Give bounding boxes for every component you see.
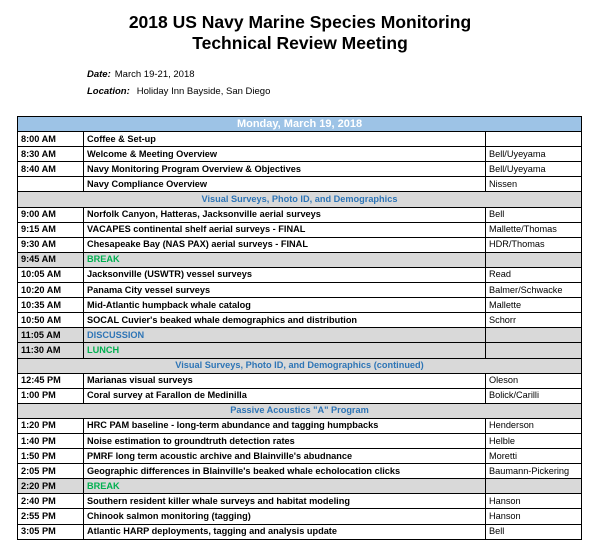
presenter-cell: Bell/Uyeyama <box>485 162 581 177</box>
session-title: Atlantic HARP deployments, tagging and analysis update <box>84 524 486 539</box>
time-cell: 12:45 PM <box>18 373 84 388</box>
time-cell: 1:20 PM <box>18 418 84 433</box>
presenter-cell: Schorr <box>485 313 581 328</box>
agenda-row <box>18 177 582 192</box>
time-cell: 1:50 PM <box>18 449 84 464</box>
session-title: HRC PAM baseline - long-term abundance and tagging humpbacks <box>84 418 486 433</box>
agenda-row <box>18 267 582 282</box>
time-cell: 9:45 AM <box>18 252 84 267</box>
break-label: DISCUSSION <box>84 328 486 343</box>
session-title: Jacksonville (USWTR) vessel surveys <box>84 267 486 282</box>
break-row <box>18 343 582 358</box>
presenter-cell <box>485 328 581 343</box>
agenda-row <box>18 298 582 313</box>
agenda-table <box>17 116 582 540</box>
time-cell: 9:30 AM <box>18 237 84 252</box>
presenter-cell: Henderson <box>485 418 581 433</box>
session-title: Southern resident killer whale surveys and habitat modeling <box>84 494 486 509</box>
time-cell: 8:40 AM <box>18 162 84 177</box>
session-title: VACAPES continental shelf aerial surveys - FINAL <box>84 222 486 237</box>
session-title: Mid-Atlantic humpback whale catalog <box>84 298 486 313</box>
break-row <box>18 479 582 494</box>
section-title: Passive Acoustics "A" Program <box>18 403 582 418</box>
time-cell: 11:30 AM <box>18 343 84 358</box>
session-title: Welcome & Meeting Overview <box>84 147 486 162</box>
presenter-cell: Read <box>485 267 581 282</box>
presenter-cell <box>485 479 581 494</box>
agenda-row <box>18 373 582 388</box>
session-title: Coral survey at Farallon de Medinilla <box>84 388 486 403</box>
presenter-cell <box>485 132 581 147</box>
session-title: Chinook salmon monitoring (tagging) <box>84 509 486 524</box>
agenda-row <box>18 222 582 237</box>
agenda-row <box>18 207 582 222</box>
session-title: Panama City vessel surveys <box>84 283 486 298</box>
agenda-row <box>18 132 582 147</box>
session-title: Geographic differences in Blainville's beaked whale echolocation clicks <box>84 464 486 479</box>
day-header: Monday, March 19, 2018 <box>18 117 582 132</box>
presenter-cell: Bell <box>485 524 581 539</box>
presenter-cell: HDR/Thomas <box>485 237 581 252</box>
time-cell: 10:50 AM <box>18 313 84 328</box>
presenter-cell: Balmer/Schwacke <box>485 283 581 298</box>
presenter-cell: Moretti <box>485 449 581 464</box>
date-line <box>87 69 195 80</box>
session-title: PMRF long term acoustic archive and Blainville's abudnance <box>84 449 486 464</box>
time-cell: 11:05 AM <box>18 328 84 343</box>
agenda-row <box>18 418 582 433</box>
agenda-row <box>18 433 582 448</box>
presenter-cell: Bell <box>485 207 581 222</box>
agenda-row <box>18 449 582 464</box>
time-cell: 10:35 AM <box>18 298 84 313</box>
agenda-row <box>18 283 582 298</box>
presenter-cell: Oleson <box>485 373 581 388</box>
break-label: BREAK <box>84 479 486 494</box>
presenter-cell: Hanson <box>485 494 581 509</box>
session-title: Marianas visual surveys <box>84 373 486 388</box>
agenda-row <box>18 509 582 524</box>
time-cell: 2:05 PM <box>18 464 84 479</box>
date-label: Date: <box>87 69 111 80</box>
session-title: Noise estimation to groundtruth detection rates <box>84 433 486 448</box>
time-cell: 3:05 PM <box>18 524 84 539</box>
break-row <box>18 252 582 267</box>
section-title: Visual Surveys, Photo ID, and Demographics (continued) <box>18 358 582 373</box>
session-title: Chesapeake Bay (NAS PAX) aerial surveys - FINAL <box>84 237 486 252</box>
time-cell: 9:00 AM <box>18 207 84 222</box>
session-title: SOCAL Cuvier's beaked whale demographics and distribution <box>84 313 486 328</box>
time-cell: 9:15 AM <box>18 222 84 237</box>
time-cell: 10:05 AM <box>18 267 84 282</box>
presenter-cell <box>485 343 581 358</box>
date-value: March 19-21, 2018 <box>114 69 195 80</box>
section-header-row <box>18 358 582 373</box>
agenda-row <box>18 237 582 252</box>
time-cell: 2:40 PM <box>18 494 84 509</box>
section-header-row <box>18 192 582 207</box>
agenda-row <box>18 162 582 177</box>
section-title: Visual Surveys, Photo ID, and Demographics <box>18 192 582 207</box>
time-cell: 1:40 PM <box>18 433 84 448</box>
time-cell: 1:00 PM <box>18 388 84 403</box>
session-title: Navy Compliance Overview <box>84 177 486 192</box>
time-cell: 8:30 AM <box>18 147 84 162</box>
presenter-cell: Helble <box>485 433 581 448</box>
session-title: Norfolk Canyon, Hatteras, Jacksonville aerial surveys <box>84 207 486 222</box>
presenter-cell <box>485 252 581 267</box>
section-header-row <box>18 403 582 418</box>
agenda-row <box>18 388 582 403</box>
document-title-line1: 2018 US Navy Marine Species Monitoring <box>128 12 472 32</box>
presenter-cell: Baumann-Pickering <box>485 464 581 479</box>
time-cell: 10:20 AM <box>18 283 84 298</box>
time-cell: 2:20 PM <box>18 479 84 494</box>
document-title-line2: Technical Review Meeting <box>192 33 408 53</box>
location-label: Location: <box>87 86 130 97</box>
agenda-row <box>18 524 582 539</box>
time-cell <box>18 177 84 192</box>
break-label: BREAK <box>84 252 486 267</box>
agenda-row <box>18 147 582 162</box>
time-cell: 2:55 PM <box>18 509 84 524</box>
session-title: Navy Monitoring Program Overview & Objectives <box>84 162 486 177</box>
location-line <box>87 86 270 97</box>
presenter-cell: Mallette/Thomas <box>485 222 581 237</box>
agenda-row <box>18 313 582 328</box>
presenter-cell: Hanson <box>485 509 581 524</box>
break-row <box>18 328 582 343</box>
presenter-cell: Bolick/Carilli <box>485 388 581 403</box>
day-header-row <box>18 117 582 132</box>
break-label: LUNCH <box>84 343 486 358</box>
presenter-cell: Mallette <box>485 298 581 313</box>
presenter-cell: Nissen <box>485 177 581 192</box>
agenda-row <box>18 464 582 479</box>
agenda-row <box>18 494 582 509</box>
presenter-cell: Bell/Uyeyama <box>485 147 581 162</box>
location-value: Holiday Inn Bayside, San Diego <box>136 86 271 97</box>
time-cell: 8:00 AM <box>18 132 84 147</box>
session-title: Coffee & Set-up <box>84 132 486 147</box>
